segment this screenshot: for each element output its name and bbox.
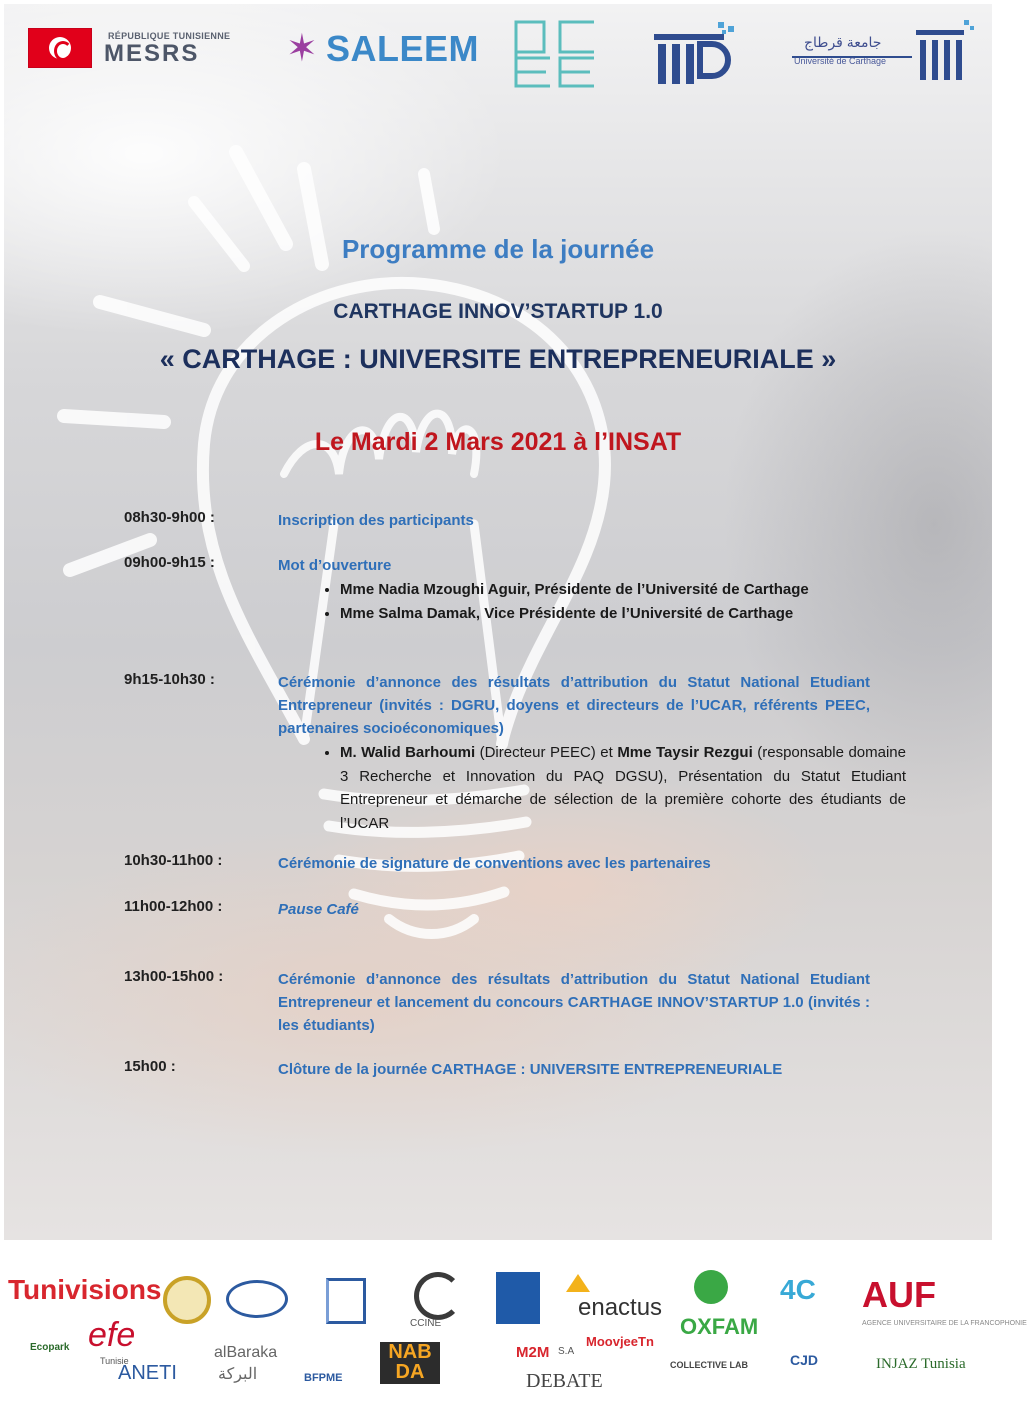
speaker-name: Mme Nadia Mzoughi Aguir xyxy=(340,581,527,598)
injaz-logo: INJAZ Tunisia xyxy=(876,1356,966,1372)
ccine-label: CCINE xyxy=(410,1318,442,1329)
schedule-time: 10h30-11h00 : xyxy=(124,852,223,869)
ccine-logo-icon xyxy=(414,1272,462,1320)
schedule-time: 15h00 : xyxy=(124,1058,176,1075)
m2m-logo: M2M xyxy=(516,1344,550,1361)
schedule-desc: Inscription des participants xyxy=(278,512,474,529)
fourc-logo: 4C xyxy=(780,1274,816,1305)
crescent-icon xyxy=(54,41,72,61)
schedule-time: 08h30-9h00 : xyxy=(124,509,215,526)
seal-logo-icon xyxy=(163,1276,211,1324)
schedule-time: 09h00-9h15 : xyxy=(124,554,215,571)
speaker-role: , Présidente de l’Université de Carthage xyxy=(526,581,809,598)
cip-logo-icon xyxy=(226,1280,288,1318)
cjd-logo: CJD xyxy=(790,1352,819,1368)
saleem-star-icon: ✶ xyxy=(286,28,318,70)
oxfam-icon xyxy=(694,1270,728,1304)
speaker-role: , Vice Présidente de l’Université de Carthage xyxy=(475,604,794,622)
poster xyxy=(4,4,992,1240)
ministry-subtitle: RÉPUBLIQUE TUNISIENNE xyxy=(108,31,231,41)
moovjee-logo: MoovjeeTn xyxy=(586,1334,654,1349)
schedule-time: 9h15-10h30 : xyxy=(124,671,215,688)
speaker-item xyxy=(340,602,906,626)
institute-logo-icon xyxy=(648,18,740,86)
schedule-desc: Cérémonie d’annonce des résultats d’attribution du Statut National Etudiant Entrepreneur et lancement du concours CARTHAGE INNOV’STARTUP 1.0 (invités : les étudiants) xyxy=(278,971,870,1034)
nabda-line-1: NAB xyxy=(388,1341,432,1363)
event-theme: « CARTHAGE : UNIVERSITE ENTREPRENEURIALE » xyxy=(159,344,837,374)
debate-logo: DEBATE xyxy=(526,1370,603,1392)
speaker-name: Mme Taysir Rezgui xyxy=(617,744,753,761)
nabda-logo xyxy=(380,1342,440,1384)
schedule-desc: Clôture de la journée CARTHAGE : UNIVERSITE ENTREPRENEURIALE xyxy=(278,1061,783,1078)
nabda-line-2: DA xyxy=(395,1361,425,1383)
efe-subtitle: Tunisie xyxy=(100,1356,129,1366)
programme-title: Programme de la journée xyxy=(341,234,655,264)
auf-logo: AUF xyxy=(862,1274,936,1315)
schedule-desc: Cérémonie de signature de conventions avec les partenaires xyxy=(278,855,711,872)
event-date: Le Mardi 2 Mars 2021 à l’INSAT xyxy=(314,428,682,456)
collective-lab-logo: COLLECTIVE LAB xyxy=(670,1360,748,1370)
schedule-time: 11h00-12h00 : xyxy=(124,898,223,915)
enactus-icon xyxy=(566,1274,590,1292)
enactus-logo: enactus xyxy=(578,1294,663,1321)
peec-logo-icon xyxy=(510,18,598,88)
ministry-logo-icon xyxy=(326,1278,366,1324)
speaker-name: M. Walid Barhoumi xyxy=(340,744,476,761)
ucar-french-name: Université de Carthage xyxy=(794,56,887,66)
speaker-role: (Directeur PEEC) et xyxy=(475,744,618,761)
speaker-item xyxy=(340,578,906,602)
albaraka-arabic: البركة xyxy=(218,1366,258,1383)
aneti-logo: ANETI xyxy=(118,1362,177,1384)
schedule-desc: Mot d’ouverture xyxy=(278,557,392,574)
speaker-name: Mme Salma Damak xyxy=(340,604,476,622)
event-name: CARTHAGE INNOV’STARTUP 1.0 xyxy=(333,300,663,323)
partner-logos xyxy=(0,1244,1027,1423)
mesrs-logo: MESRS xyxy=(104,40,200,67)
schedule-desc: Pause Café xyxy=(278,901,359,918)
schedule-time: 13h00-15h00 : xyxy=(124,968,224,985)
saleem-logo: SALEEM xyxy=(326,28,480,69)
speaker-list xyxy=(304,741,906,835)
speaker-details: (responsable domaine 3 Recherche et Innovation du PAQ DGSU), Présentation du Statut Etudiant Entrepreneur et démarche de sélection de la première cohorte des étudiants de l’UCAR xyxy=(340,744,906,832)
tunivisions-logo: Tunivisions xyxy=(8,1274,162,1305)
schedule-desc: Cérémonie d’annonce des résultats d’attribution du Statut National Etudiant Entrepreneur (invités : DGRU, doyens et directeurs de l’UCAR, référents PEEC, partenaires socioéconomiques) xyxy=(278,674,870,737)
efe-logo: efe xyxy=(88,1316,136,1354)
auf-subtitle: AGENCE UNIVERSITAIRE DE LA FRANCOPHONIE xyxy=(862,1320,1027,1327)
bfpme-logo: BFPME xyxy=(304,1372,343,1384)
bank-logo-icon xyxy=(496,1272,540,1324)
tunisia-flag-icon xyxy=(28,28,92,68)
albaraka-logo: alBaraka xyxy=(214,1344,278,1361)
speaker-item xyxy=(340,741,906,835)
ecopark-logo: Ecopark xyxy=(30,1342,70,1353)
oxfam-logo: OXFAM xyxy=(680,1314,759,1339)
speaker-list xyxy=(304,578,906,625)
m2m-sa: S.A xyxy=(558,1346,575,1357)
ucar-arabic-name: جامعة قرطاج xyxy=(804,34,882,50)
